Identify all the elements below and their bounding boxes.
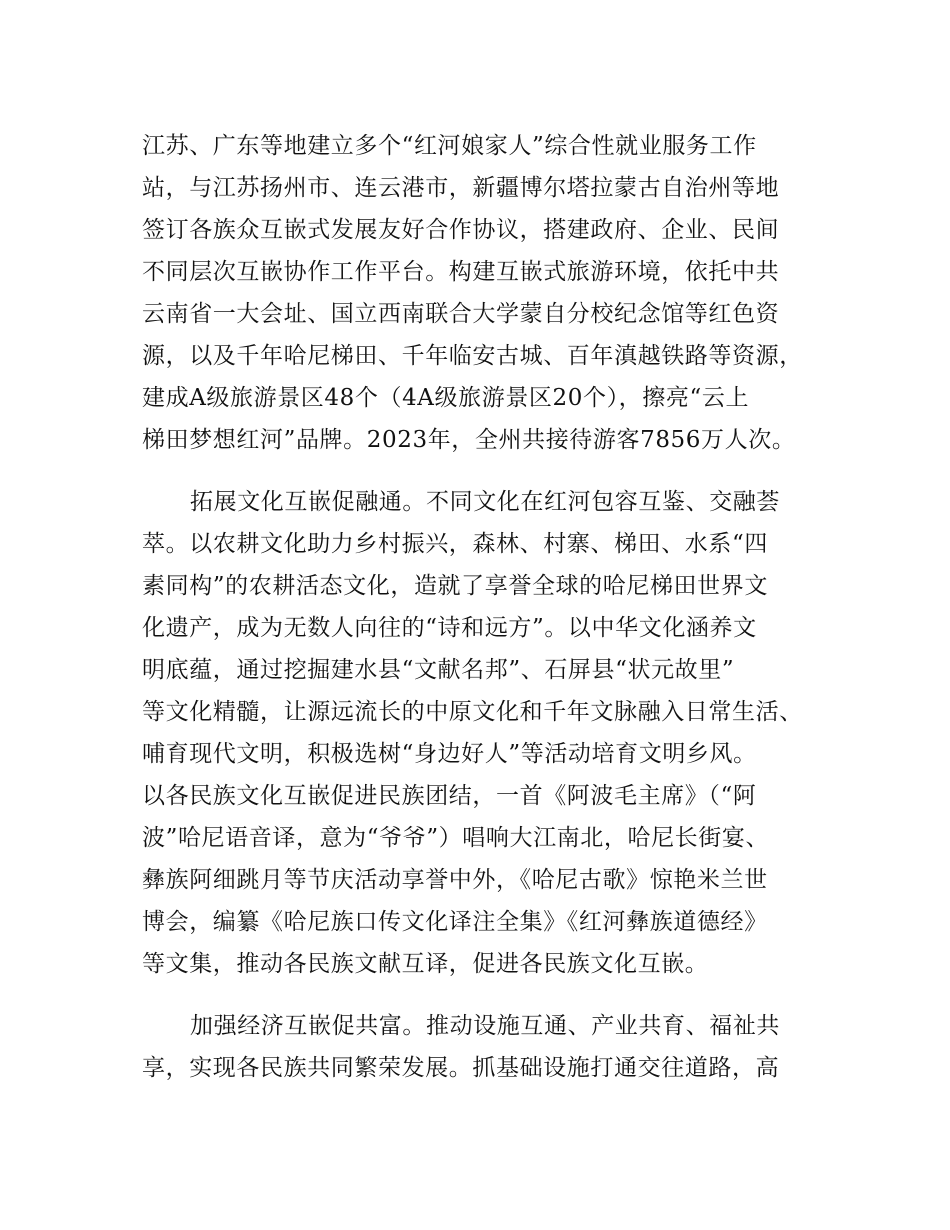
text-line: 享，实现各民族共同繁荣发展。抓基础设施打通交往道路，高 [142,1055,780,1081]
text-line: 不同层次互嵌协作工作平台。构建互嵌式旅游环境，依托中共 [142,259,780,285]
text-line: 以各民族文化互嵌促进民族团结，一首《阿波毛主席》（“阿 [142,783,757,809]
text-line: 波”哈尼语音译，意为“爷爷”）唱响大江南北，哈尼长街宴、 [142,825,770,851]
paragraph-lead-line: 加强经济互嵌促共富。推动设施互通、产业共育、福祉共 [190,1013,780,1039]
text-line: 源，以及千年哈尼梯田、千年临安古城、百年滇越铁路等资源， [142,343,803,369]
text-line: 彝族阿细跳月等节庆活动享誉中外，《哈尼古歌》惊艳米兰世 [142,867,768,893]
text-line: 哺育现代文明，积极选树“身边好人”等活动培育文明乡风。 [142,741,757,767]
text-line: 签订各族众互嵌式发展友好合作协议，搭建政府、企业、民间 [142,217,780,243]
text-line: 等文化精髓，让源远流长的中原文化和千年文脉融入日常生活、 [142,699,803,725]
text-line: 梯田梦想红河”品牌。2023年，全州共接待游客7856万人次。 [142,427,796,453]
text-line: 等文集，推动各民族文献互译，促进各民族文化互嵌。 [142,951,709,977]
text-line: 云南省一大会址、国立西南联合大学蒙自分校纪念馆等红色资 [142,301,780,327]
text-line: 江苏、广东等地建立多个“红河娘家人”综合性就业服务工作 [142,133,757,159]
text-line: 萃。以农耕文化助力乡村振兴，森林、村寨、梯田、水系“四 [142,531,768,557]
text-line: 化遗产，成为无数人向往的“诗和远方”。以中华文化涵养文 [142,615,757,641]
text-line: 站，与江苏扬州市、连云港市，新疆博尔塔拉蒙古自治州等地 [142,175,780,201]
text-line: 明底蕴，通过挖掘建水县“文献名邦”、石屏县“状元故里” [142,657,735,683]
paragraph-lead-line: 拓展文化互嵌促融通。不同文化在红河包容互鉴、交融荟 [190,489,780,515]
text-line: 博会，编纂《哈尼族口传文化译注全集》《红河彝族道德经》 [142,909,768,935]
text-line: 建成A级旅游景区48个（4A级旅游景区20个），擦亮“云上 [142,385,750,411]
text-line: 素同构”的农耕活态文化，造就了享誉全球的哈尼梯田世界文 [142,573,768,599]
